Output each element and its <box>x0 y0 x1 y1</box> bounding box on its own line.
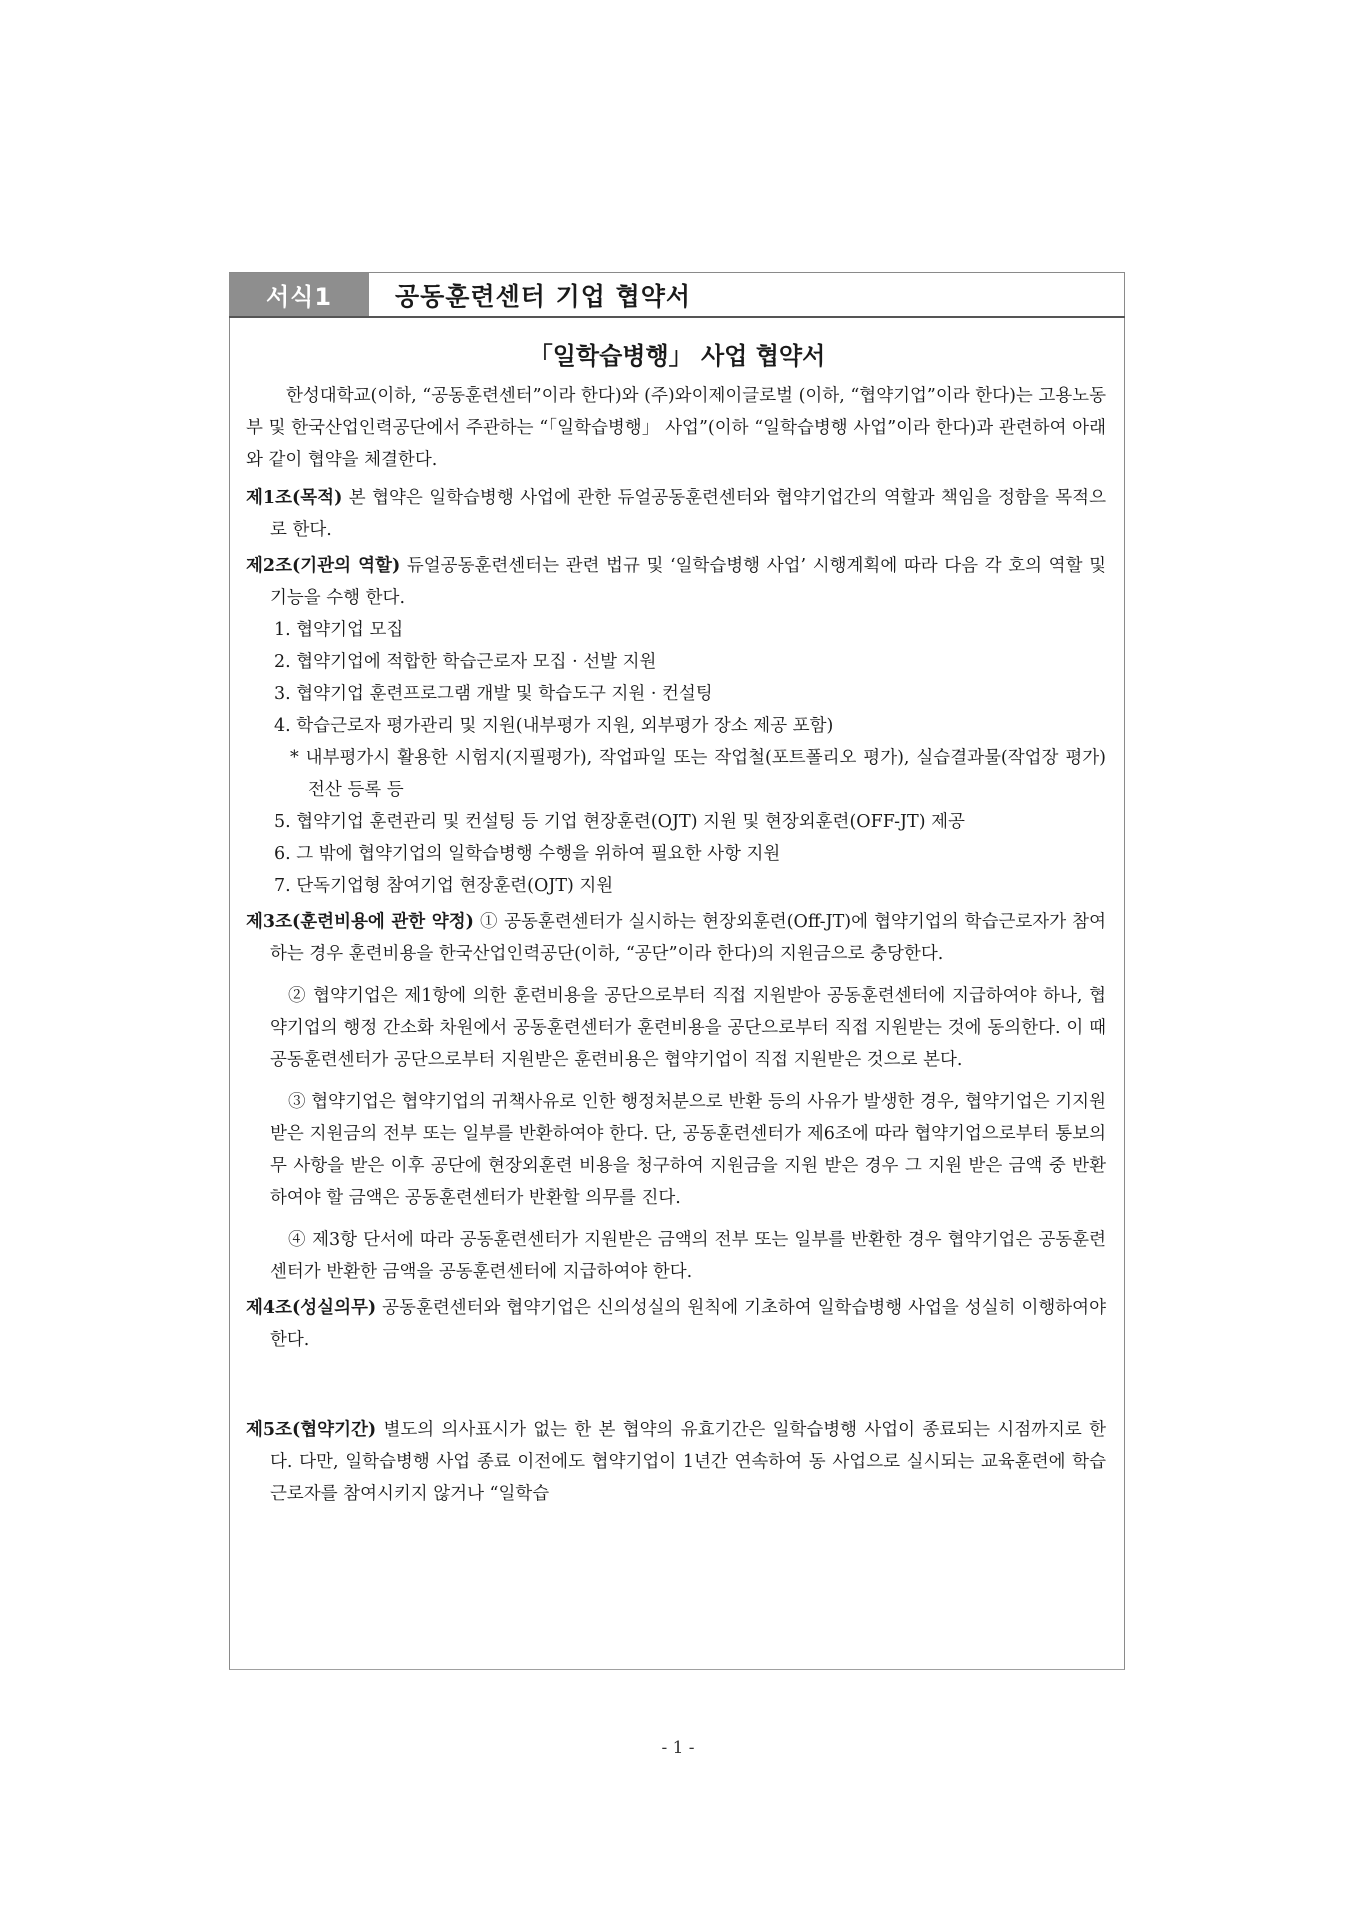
spacer <box>246 1356 1106 1410</box>
article-5-heading: 제5조(협약기간) <box>246 1420 377 1440</box>
article-5-text: 별도의 의사표시가 없는 한 본 협약의 유효기간은 일학습병행 사업이 종료되는 시점까지로 한다. 다만, 일학습병행 사업 종료 이전에도 협약기업이 1년간 연속하여 동 사업으로 실시되는 교육훈련에 학습근로자를 참여시키지 않거나 “일학습 <box>270 1420 1106 1504</box>
article-1-text: 본 협약은 일학습병행 사업에 관한 듀얼공동훈련센터와 협약기업간의 역할과 책임을 정함을 목적으로 한다. <box>270 488 1106 540</box>
list-note: * 내부평가시 활용한 시험지(지필평가), 작업파일 또는 작업철(포트폴리오 평가), 실습결과물(작업장 평가) 전산 등록 등 <box>290 748 1106 800</box>
list-item: 4. 학습근로자 평가관리 및 지원(내부평가 지원, 외부평가 장소 제공 포함) <box>274 716 834 736</box>
article-3-heading: 제3조(훈련비용에 관한 약정) <box>246 912 474 932</box>
article-3-paragraph-3: ③ 협약기업은 협약기업의 귀책사유로 인한 행정처분으로 반환 등의 사유가 발생한 경우, 협약기업은 기지원 받은 지원금의 전부 또는 일부를 반환하여야 한다. 단, 공동훈련센터가 제6조에 따라 협약기업으로부터 통보의무 사항을 받은 이후 공단에 현장외훈련 비용을 청구하여 지원금을 지원 받은 경우 그 지원 받은 금액 중 반환하여야 할 금액은 공동훈련센터가 반환할 의무를 진다. <box>270 1092 1106 1208</box>
article-4-text: 공동훈련센터와 협약기업은 신의성실의 원칙에 기초하여 일학습병행 사업을 성실히 이행하여야 한다. <box>270 1298 1106 1350</box>
document-title: 「일학습병행」 사업 협약서 <box>528 341 826 370</box>
form-tag: 서식1 <box>229 273 369 316</box>
list-item: 1. 협약기업 모집 <box>274 620 404 640</box>
article-3-paragraph-1: ① 공동훈련센터가 실시하는 현장외훈련(Off-JT)에 협약기업의 학습근로자가 참여하는 경우 훈련비용을 한국산업인력공단(이하, “공단”이라 한다)의 지원금으로 충당한다. <box>270 912 1106 964</box>
article-5 <box>246 1414 1106 1510</box>
article-3-paragraph-4: ④ 제3항 단서에 따라 공동훈련센터가 지원받은 금액의 전부 또는 일부를 반환한 경우 협약기업은 공동훈련센터가 반환한 금액을 공동훈련센터에 지급하여야 한다. <box>270 1230 1106 1282</box>
list-item: 3. 협약기업 훈련프로그램 개발 및 학습도구 지원 · 컨설팅 <box>274 684 713 704</box>
list-item: 7. 단독기업형 참여기업 현장훈련(OJT) 지원 <box>274 876 614 896</box>
document-body <box>246 380 1106 1510</box>
article-2 <box>246 550 1106 614</box>
article-3 <box>246 906 1106 970</box>
form-title: 공동훈련센터 기업 협약서 <box>395 281 692 311</box>
article-4-heading: 제4조(성실의무) <box>246 1298 377 1318</box>
list-item: 2. 협약기업에 적합한 학습근로자 모집 · 선발 지원 <box>274 652 657 672</box>
list-item: 6. 그 밖에 협약기업의 일학습병행 수행을 위하여 필요한 사항 지원 <box>274 844 781 864</box>
list-item: 5. 협약기업 훈련관리 및 컨설팅 등 기업 현장훈련(OJT) 지원 및 현장외훈련(OFF-JT) 제공 <box>274 812 965 832</box>
article-1-heading: 제1조(목적) <box>246 488 343 508</box>
article-4 <box>246 1292 1106 1356</box>
page-number: - 1 - <box>661 1738 695 1758</box>
article-2-text: 듀얼공동훈련센터는 관련 법규 및 ‘일학습병행 사업’ 시행계획에 따라 다음 각 호의 역할 및 기능을 수행 한다. <box>270 556 1106 608</box>
article-2-heading: 제2조(기관의 역할) <box>246 556 401 576</box>
article-1 <box>246 482 1106 546</box>
intro-paragraph: 한성대학교(이하, “공동훈련센터”이라 한다)와 (주)와이제이글로벌 (이하, “협약기업”이라 한다)는 고용노동부 및 한국산업인력공단에서 주관하는 “「일학습병행」 사업”(이하 “일학습병행 사업”이라 한다)과 관련하여 아래와 같이 협약을 체결한다. <box>246 386 1106 470</box>
article-3-paragraph-2: ② 협약기업은 제1항에 의한 훈련비용을 공단으로부터 직접 지원받아 공동훈련센터에 지급하여야 하나, 협약기업의 행정 간소화 차원에서 공동훈련센터가 훈련비용을 공단으로부터 직접 지원받는 것에 동의한다. 이 때 공동훈련센터가 공단으로부터 지원받은 훈련비용은 협약기업이 직접 지원받은 것으로 본다. <box>270 986 1106 1070</box>
form-header <box>229 272 1125 318</box>
